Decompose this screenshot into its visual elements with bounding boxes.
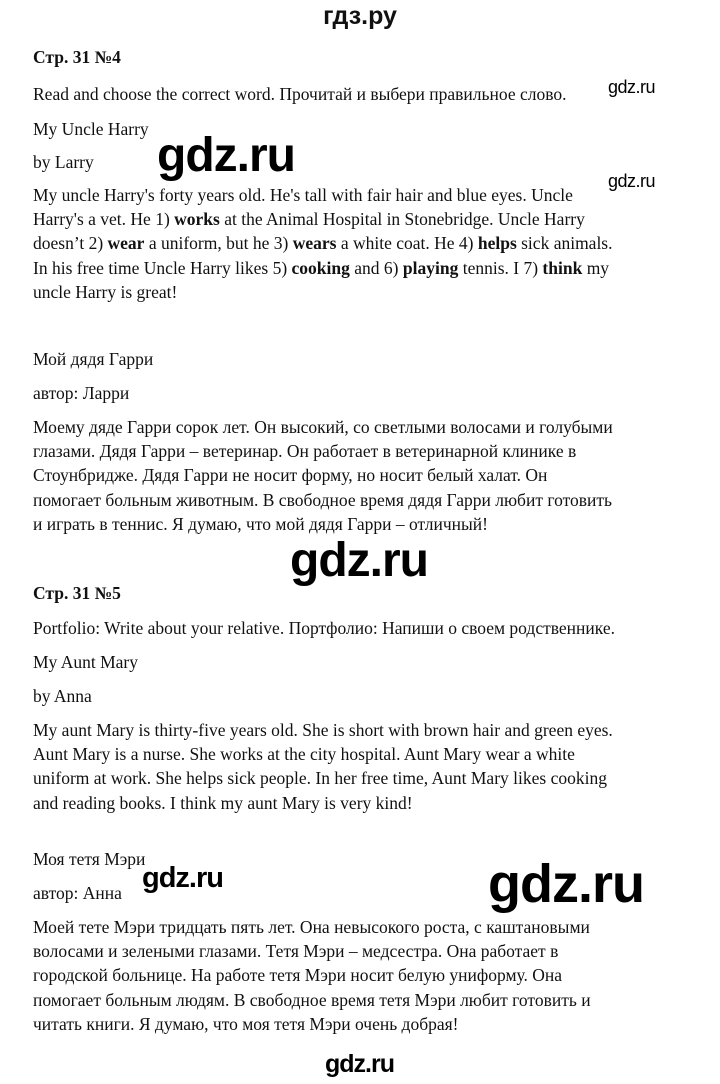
text-line: Моей тете Мэри тридцать пять лет. Она невысокого роста, с каштановыми	[33, 917, 590, 937]
answer-word: cooking	[291, 257, 350, 278]
watermark-large: gdz.ru	[157, 129, 295, 182]
text-line: Aunt Mary is a nurse. She works at the city hospital. Aunt Mary wear a white	[33, 744, 575, 765]
section-4-instruction: Read and choose the correct word. Прочитай и выбери правильное слово.	[33, 84, 567, 104]
text-segment: a uniform, but he 3)	[144, 233, 293, 254]
section-5-heading: Стр. 31 №5	[33, 583, 121, 603]
text-line: помогает больным людям. В свободное время тетя Мэри любит готовить и	[33, 989, 591, 1010]
watermark-medium: gdz.ru	[142, 862, 223, 894]
translation-text-aunt-mary	[33, 915, 683, 1036]
text-segment: My uncle Harry's forty years old. He's tall with fair hair and blue eyes. Uncle	[33, 185, 573, 205]
translation-title-aunt-mary: Моя тетя Мэри	[33, 849, 146, 869]
watermark-small: gdz.ru	[608, 77, 656, 97]
story-text-aunt-mary	[33, 718, 683, 815]
story-title-uncle-harry: My Uncle Harry	[33, 119, 149, 139]
answer-word: wears	[292, 233, 337, 254]
story-text-uncle-harry	[33, 183, 683, 304]
text-segment: Harry's a vet. He 1)	[33, 209, 175, 230]
answer-word: think	[542, 257, 583, 278]
translation-text-uncle-harry	[33, 415, 683, 536]
text-line: My aunt Mary is thirty-five years old. She is short with brown hair and green eyes.	[33, 720, 613, 740]
translation-author-larry: автор: Ларри	[33, 383, 130, 403]
watermark-large: gdz.ru	[488, 854, 644, 914]
section-4-heading: Стр. 31 №4	[33, 47, 121, 67]
watermark-large: gdz.ru	[290, 534, 428, 587]
text-segment: tennis. I 7)	[458, 257, 543, 278]
text-segment: and 6)	[349, 257, 403, 278]
text-line	[33, 207, 683, 231]
answer-word: helps	[477, 233, 517, 254]
text-segment: at the Animal Hospital in Stonebridge. Uncle Harry	[219, 209, 585, 230]
text-line: Моему дяде Гарри сорок лет. Он высокий, со светлыми волосами и голубыми	[33, 417, 613, 437]
answer-word: works	[174, 209, 220, 230]
section-5-instruction: Portfolio: Write about your relative. Портфолио: Напиши о своем родственнике.	[33, 618, 615, 638]
text-segment: doesn’t 2)	[33, 233, 108, 254]
story-title-aunt-mary: My Aunt Mary	[33, 652, 138, 672]
answer-word: playing	[402, 257, 459, 278]
text-line: городской больнице. На работе тетя Мэри носит белую униформу. Она	[33, 965, 563, 986]
watermark-footer: gdz.ru	[325, 1050, 394, 1078]
text-line: uniform at work. She helps sick people. In her free time, Aunt Mary likes cooking	[33, 768, 607, 789]
text-line: читать книги. Я думаю, что моя тетя Мэри очень добрая!	[33, 1013, 459, 1034]
text-segment: a white coat. He 4)	[336, 233, 478, 254]
site-title: гдз.ру	[323, 2, 397, 30]
translation-author-anna: автор: Анна	[33, 883, 122, 903]
text-line	[33, 256, 683, 280]
text-line: Стоунбридже. Дядя Гарри не носит форму, но носит белый халат. Он	[33, 465, 548, 486]
text-segment: In his free time Uncle Harry likes 5)	[33, 257, 292, 278]
story-author-anna: by Anna	[33, 686, 92, 706]
answer-word: wear	[107, 233, 145, 254]
translation-title-uncle-harry: Мой дядя Гарри	[33, 349, 154, 369]
text-line	[33, 231, 683, 255]
watermark-small: gdz.ru	[608, 171, 656, 191]
text-line: глазами. Дядя Гарри – ветеринар. Он работает в ветеринарной клинике в	[33, 441, 577, 462]
text-line: and reading books. I think my aunt Mary is very kind!	[33, 792, 413, 813]
text-line	[33, 280, 683, 304]
text-line: и играть в теннис. Я думаю, что мой дядя Гарри – отличный!	[33, 513, 488, 534]
text-line	[33, 183, 683, 207]
text-segment: sick animals.	[516, 233, 613, 254]
text-segment: uncle Harry is great!	[33, 281, 178, 302]
text-line: волосами и зелеными глазами. Тетя Мэри – медсестра. Она работает в	[33, 941, 559, 962]
story-author-larry: by Larry	[33, 152, 94, 172]
text-segment: my	[582, 257, 610, 278]
text-line: помогает больным животным. В свободное время дядя Гарри любит готовить	[33, 489, 613, 510]
